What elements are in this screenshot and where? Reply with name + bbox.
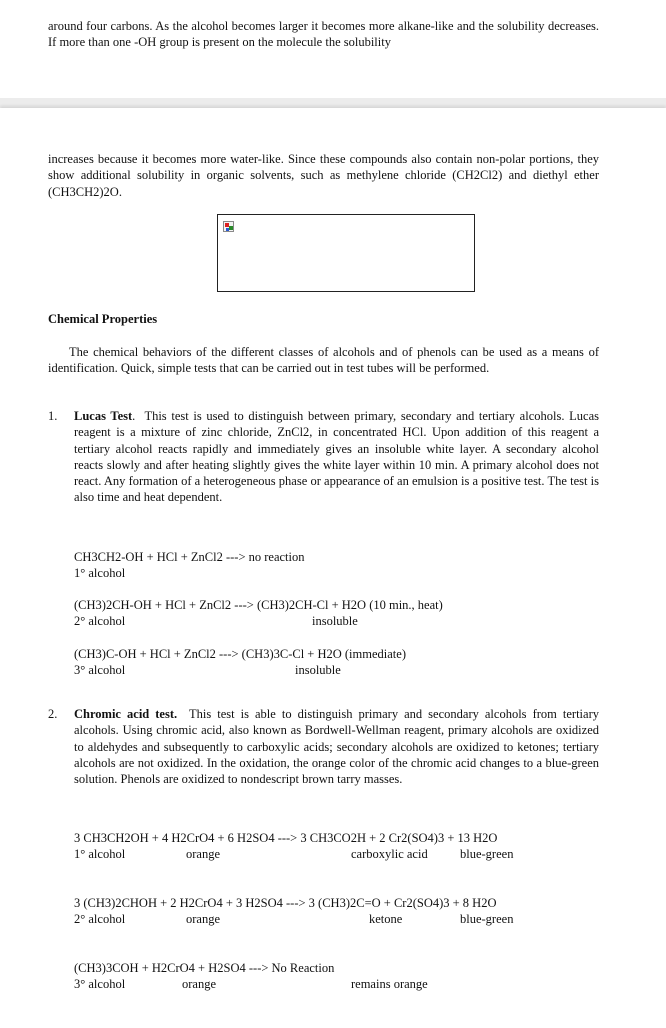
chromic-eq-2-product-note: ketone: [369, 912, 403, 926]
broken-image-icon: [223, 221, 234, 232]
test-description: This test is used to distinguish between primary, secondary and tertiary alcohols. Lucas reagent is a mixture of zinc chloride, ZnCl2, in concentrated HCl. Upon addition of this reagent a tertiary alcohol reacts rapidly and immediately gives an insoluble white layer. A secondary alcohol reacts slowly and after heating slightly gives the white layer within 10 min. A primary alcohol does not react. Any formation of a heterogeneous phase or appearance of an emulsion is a positive test. The test is also time and heat dependent.: [74, 409, 599, 505]
chromic-eq-1-reagent-note: orange: [186, 847, 221, 861]
image-frame: [217, 214, 475, 292]
lucas-eq-3: (CH3)C-OH + HCl + ZnCl2 ---> (CH3)3C-Cl + H2O (immediate): [74, 647, 406, 661]
chromic-eq-3-reagent-note: orange: [182, 977, 217, 991]
top-paragraph: around four carbons. As the alcohol becomes larger it becomes more alkane-like and the solubility decreases. If more than one -OH group is present on the molecule the solubility: [48, 19, 599, 50]
list-number: 2.: [48, 707, 58, 721]
lucas-eq-3-label: 3° alcohol: [74, 663, 126, 677]
intro-paragraph: The chemical behaviors of the different classes of alcohols and of phenols can be used as a means of identification. Quick, simple tests that can be carried out in test tubes will be performed.: [48, 345, 599, 376]
lucas-eq-2: (CH3)2CH-OH + HCl + ZnCl2 ---> (CH3)2CH-Cl + H2O (10 min., heat): [74, 598, 443, 612]
lucas-eq-2-note: insoluble: [312, 614, 358, 628]
chromic-eq-1-color-note: blue-green: [460, 847, 514, 861]
lucas-eq-3-note: insoluble: [295, 663, 341, 677]
chromic-eq-1: 3 CH3CH2OH + 4 H2CrO4 + 6 H2SO4 ---> 3 CH3CO2H + 2 Cr2(SO4)3 + 13 H2O: [74, 831, 498, 845]
lucas-eq-1-label: 1° alcohol: [74, 566, 126, 580]
test-description: This test is able to distinguish primary and secondary alcohols from tertiary alcohols. Using chromic acid, also known as Bordwell-Wellman reagent, primary alcohols are oxidized to aldehydes and subsequently to carboxylic acids; secondary alcohols are oxidized to ketones; tertiary alcohols are not oxidized. In the oxidation, the orange color of the chromic acid changes to a blue-green solution. Phenols are oxidized to nondescript brown tarry masses.: [74, 707, 599, 787]
list-item-text: [74, 706, 599, 787]
chromic-eq-2-color-note: blue-green: [460, 912, 514, 926]
test-name: Chromic acid test.: [74, 707, 178, 721]
test-name: Lucas Test: [74, 409, 133, 423]
list-item-text: Lucas Test. This test is used to distinguish between primary, secondary and tertiary alcohols. Lucas reagent is a mixture of zinc chloride, ZnCl2, in concentrated HCl. Upon addition of this reagent a tertiary alcohol reacts rapidly and immediately gives an insoluble white layer. A secondary alcohol reacts slowly and after heating slightly gives the white layer within 10 min. A primary alcohol does not react. Any formation of a heterogeneous phase or appearance of an emulsion is a positive test. The test is also time and heat dependent.: [74, 409, 599, 505]
continued-paragraph: increases because it becomes more water-like. Since these compounds also contain non-polar portions, they show additional solubility in organic solvents, such as methylene chloride (CH2Cl2) and diethyl ether (CH3CH2)2O.: [48, 152, 599, 199]
chromic-eq-1-label: 1° alcohol: [74, 847, 126, 861]
chromic-eq-1-product-note: carboxylic acid: [351, 847, 428, 861]
chromic-eq-3-product-note: remains orange: [351, 977, 428, 991]
chromic-eq-2-reagent-note: orange: [186, 912, 221, 926]
chromic-eq-2-label: 2° alcohol: [74, 912, 126, 926]
chromic-eq-3: (CH3)3COH + H2CrO4 + H2SO4 ---> No Reaction: [74, 961, 335, 975]
lucas-eq-1: CH3CH2-OH + HCl + ZnCl2 ---> no reaction: [74, 550, 305, 564]
lucas-eq-2-label: 2° alcohol: [74, 614, 126, 628]
list-number: 1.: [48, 409, 58, 423]
section-heading: Chemical Properties: [48, 312, 158, 326]
chromic-eq-3-label: 3° alcohol: [74, 977, 126, 991]
chromic-eq-2: 3 (CH3)2CHOH + 2 H2CrO4 + 3 H2SO4 ---> 3 (CH3)2C=O + Cr2(SO4)3 + 8 H2O: [74, 896, 497, 910]
